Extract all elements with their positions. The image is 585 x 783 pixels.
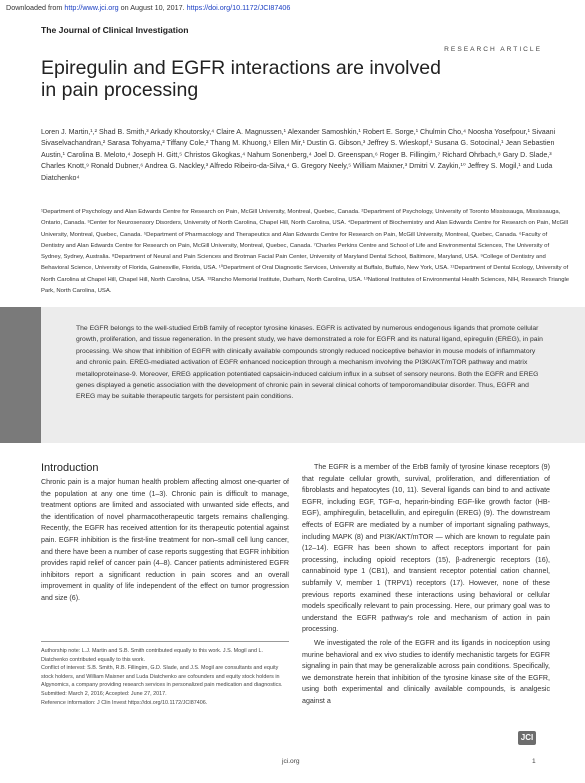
body-column-left xyxy=(41,462,289,605)
download-notice xyxy=(6,3,290,12)
section-heading-introduction: Introduction xyxy=(41,462,99,474)
abstract-text: The EGFR belongs to the well-studied ErbB family of receptor tyrosine kinases. EGFR is activated by numerous endogenous ligands that promote cellular growth, proliferation, and tissue regeneration. In the present study, we have demonstrated a role for EGFR and its natural ligand, epiregulin (EREG), in pain processing. We show that inhibition of EGFR with clinically available compounds strongly reduced nociceptive behavior in mouse models of inflammatory and chronic pain. EREG-mediated activation of EGFR enhanced nociception through a mechanism involving the PI3K/AKT/mTOR pathway and matrix metalloproteinase-9. Moreover, EREG application potentiated capsaicin-induced calcium influx in a subset of sensory neurons. Both the EGFR and EREG genes displayed a genetic association with the development of chronic pain in several clinical cohorts of temporomandibular disorder. Thus, EGFR and EREG may be suitable therapeutic targets for persistent pain conditions. xyxy=(76,325,543,401)
abstract-side-tab xyxy=(0,307,41,443)
page-number: 1 xyxy=(532,758,536,765)
body-column-right xyxy=(302,462,550,707)
jci-logo-icon: JCI xyxy=(518,731,536,745)
site-link[interactable]: http://www.jci.org xyxy=(64,3,119,12)
doi-link[interactable]: https://doi.org/10.1172/JCI87406 xyxy=(186,3,291,12)
author-list: Loren J. Martin,¹,² Shad B. Smith,³ Arkady Khoutorsky,⁴ Claire A. Magnussen,¹ Alexander Samoshkin,¹ Robert E. Sorge,¹ Chulmin Cho,⁴ Noosha Yosefpour,¹ Sivaani Sivaselvachandran,² Sarasa Tohyama,² Tiffany Cole,² Thang M. Khuong,⁵ Ellen Mir,¹ Dustin G. Gibson,³ Jeffrey S. Wieskopf,¹ Susana G. Sotocinal,¹ Jean Sebastien Austin,¹ Carolina B. Meloto,⁴ Joseph H. Gitt,⁵ Christos Gkogkas,⁴ Nahum Sonenberg,⁴ Joel D. Greenspan,⁶ Roger B. Fillingim,⁷ Richard Ohrbach,⁸ Gary D. Slade,³ Charles Knott,⁹ Ronald Dubner,⁶ Andrea G. Nackley,³ Alfredo Ribeiro-da-Silva,⁴ G. Gregory Neely,⁵ William Maixner,³ Dmitri V. Zaykin,¹⁰ Jeffrey S. Mogil,¹ and Luda Diatchenko⁴ xyxy=(41,128,556,182)
download-prefix: Downloaded from xyxy=(6,3,65,12)
conflict-of-interest: Conflict of interest: S.B. Smith, R.B. Fillingim, G.D. Slade, and J.S. Mogil are consultants and equity stock holders, and William Maixner and Luda Diatchenko are cofounders and equity stock holders in Algynomics, a company providing research services in personalized pain medication and diagnostics. xyxy=(41,665,283,689)
intro-paragraph-3: We investigated the role of the EGFR and its ligands in nociception using murine behavioral and ex vivo studies to identify mechanistic targets for EGFR signaling in pain that may be generalizable across pain conditions. Specifically, we demonstrate herein that inhibition of the tyrosine kinase site of the EGFR, using both experimental and clinically available compounds, is analgesic against a xyxy=(302,638,550,705)
article-title: Epiregulin and EGFR interactions are involved in pain processing xyxy=(41,57,441,101)
article-type-label: RESEARCH ARTICLE xyxy=(444,46,542,53)
reference-information: Reference information: J Clin Invest https://doi.org/10.1172/JCI87406. xyxy=(41,699,208,706)
intro-paragraph-1: Chronic pain is a major human health problem affecting almost one-quarter of the population at any one time (1–3). Chronic pain is difficult to manage, treatment options are limited and associated with unwanted side effects, and the identification of novel pharmacotherapeutic targets remains challenging. Recently, the EGFR has received attention for its therapeutic potential against pain. EGFR inhibition is the first-line treatment for non–small cell lung cancer, and there have been a number of case reports suggesting that EGFR inhibition provides rapid relief of cancer pain (4–8). Cancer patients administered EGFR inhibitors report a significant reduction in pain scores and an overall improvement in quality of life independent of the effect on tumor progression and size (6). xyxy=(41,478,289,602)
affiliations: ¹Department of Psychology and Alan Edwards Centre for Research on Pain, McGill University, Montreal, Quebec, Canada. ²Department of Psychology, University of Toronto Mississauga, Mississauga, Ontario, Canada. ³Center for Neurosensory Disorders, University of North Carolina, Chapel Hill, North Carolina, USA. ⁴Department of Biochemistry and Alan Edwards Centre for Research on Pain, McGill University, Montreal, Quebec, Canada. ⁵Department of Pharmacology and Therapeutics and Alan Edwards Centre for Research on Pain, McGill University, Montreal, Quebec, Canada. ⁶Faculty of Dentistry and Alan Edwards Centre for Research on Pain, McGill University, Montreal, Quebec, Canada. ⁷Charles Perkins Centre and School of Life and Environmental Sciences, The University of Sydney, Sydney, Australia. ⁸Department of Neural and Pain Sciences and Brotman Facial Pain Center, University of Maryland Dental School, Baltimore, Maryland, USA. ⁹College of Dentistry and Behavioral Science, University of Florida, Gainesville, Florida, USA. ¹⁰Department of Oral Diagnostic Services, University at Buffalo, Buffalo, New York, USA. ¹¹Department of Dental Ecology, University of North Carolina at Chapel Hill, Chapel Hill, North Carolina, USA. ¹²Rancho Memorial Institute, Durham, North Carolina, USA. ¹³National Institutes of Environmental Health Sciences, NIH, Research Triangle Park, North Carolina, USA. xyxy=(41,209,570,295)
journal-name: The Journal of Clinical Investigation xyxy=(41,25,189,35)
footnotes xyxy=(41,647,289,707)
intro-paragraph-2: The EGFR is a member of the ErbB family of tyrosine kinase receptors (9) that regulate cellular growth, survival, proliferation, and differentiation of fibroblasts and hepatocytes (10, 11). Several ligands can bind to and activate EGFR, including EGF, TGF-α, heparin-binding EGF-like growth factor (HB-EGF), amphiregulin, betacellulin, and epiregulin (EREG) (9). The downstream effects of EGFR are mediated by a number of important signaling pathways, including MAPK (8) and PI3K/AKT/mTOR — which are known to regulate pain (12–14). EGFR has been shown to affect receptors important for pain processing, including opioid receptors (15), β-adrenergic receptors (16), cannabinoid type 1 (CB1), and transient receptor potential cation channel, subfamily V, member 1 (TRPV1) receptors (17). However, none of these previous reports examined these interactions using behavioral or cellular models specifically relevant to pain processing. Here, our primary goal was to understand the EGFR pathway's role and mechanism of action in pain processing. xyxy=(302,463,550,634)
footnote-divider xyxy=(41,641,289,642)
submission-dates: Submitted: March 2, 2016; Accepted: June 27, 2017. xyxy=(41,690,167,697)
footer-site[interactable]: jci.org xyxy=(282,758,300,765)
authorship-note: Authorship note: L.J. Martin and S.B. Smith contributed equally to this work. J.S. Mogil and L. Diatchenko contributed equally to this work. xyxy=(41,648,264,663)
download-middle: on August 10, 2017. xyxy=(118,3,187,12)
